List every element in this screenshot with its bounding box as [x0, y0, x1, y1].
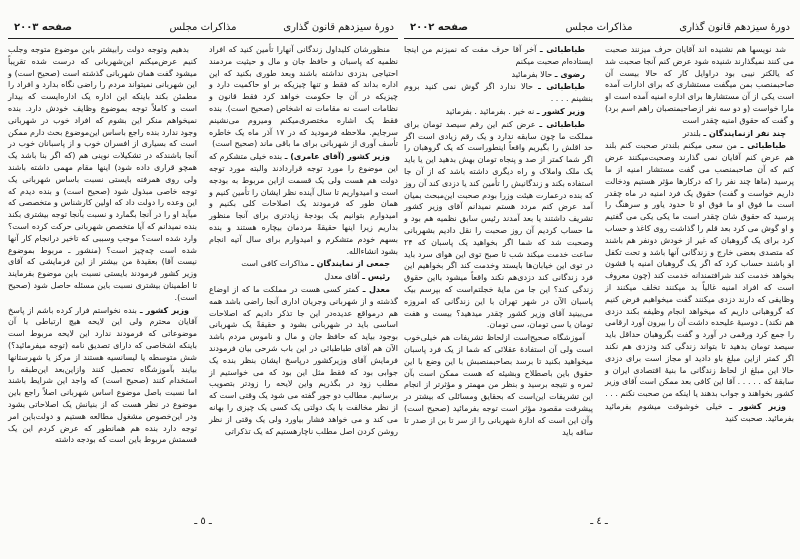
text-column-right — [605, 44, 794, 426]
paragraph — [404, 106, 593, 118]
text-column-left — [404, 44, 593, 439]
speaker-name: وزیر کشور ـ — [729, 401, 787, 411]
paragraph — [209, 151, 398, 257]
text-column-left — [8, 44, 197, 447]
text-column-right — [209, 44, 398, 438]
speaker-name: رضوی ـ — [554, 69, 585, 79]
page-header — [8, 20, 398, 39]
paragraph-text: حالا بفرمائید — [511, 69, 553, 79]
paragraph-text: بنده نخواستم فرار کرده باشم از پاسخ آقایان محترم ولی این لایحه هیچ ارتباطی با آن موضوعاتی که فرمودند ندارد این لایحه مربوط است باینکه اشخاصی که دارای تصدیق نامه (توجه میفرمائید؟) شش متوسطه یا لیسانسیه هستند از مرکز یا شهرستانها بیایند بآموزشگاه تحصیل کنند وازاین‌بعد این‌طبقه را استخدام کنند (صحیح است) که واجد این شرایط باشند اما نسبت باصل موضوع اساس شهربانی اصلاً راجع باین موضوع در نظر هست که از بنیانش یک اصلاحاتی بشود ودر این‌خصوص مشغول مطالعه هستیم و دولت‌باین امر توجه دارد بنده هم همانطور که عرض کردم این یک قسمتش مربوط باین است که بودجه داشته — [8, 305, 197, 445]
paragraph-text: آموزشگاه صحیح‌است ازلحاظ تشریفات هم خیلی‌خوب است ولی آن استفادهٔ عقلائی که شما از یک فرد پاسبان میخواهید بکنید تا برسد بصاحبمنصبش با این وضع با این حقوق باین باصطلاح وبشیئه که هست ممکن است بآن ثمره و نتیجه برسید و بنظر من مهمتر و مؤثرتر از انجام این تشریفات این‌است که بحقایق ومسائلی که بیشتر در پیشرفت مقصود مؤثر است توجه بفرمائید (صحیح است) وآن این است که ادارهٔ شهربانی را از سر تا بن از صدر تا ساقه باید — [404, 333, 593, 437]
paragraph — [605, 401, 794, 425]
paragraph-text: مذاکرات کافی است — [241, 259, 309, 269]
paragraph-text: من سعی میکنم بلندتر صحبت کنم بلند هم عرض کنم آقایان نمی گذارند وصحبت‌میکنند عرض کنم که آن صاحبمنصب می گفت مستشار امنیه از ما پرسید (ماها چند نفر را که درکارها مؤثر هستیم ودخالت داریم خواست و گفت) حقوق یک فرد امنیه در ماه چقدر است ما فوق او ما فوق او تا حدود یاور و سرهنگ را پرسید که حقوق شان چقدر است ما یکی یکی می گفتیم و او گوش می کرد بعد قلم را گذاشت روی کاغذ و حساب کرد برای یک گروهبان که غیر از خودش دونفر هم باشند که متصدی بعضی خارج و زندگانی آنها باشد و تحت تکفل او باشند حساب کرد که اگر یک گروهبان امنیه یا قشون بخواهد خدمت کند شرافتمندانه خدمت کند (چون معروف است که افراد امنیه غالباً بد میکنند تخلف میکنند از وظایفی که دارند دزدی میکنند گفت میخواهیم فرض کنیم که گروهبانی داریم که میخواهد انجام وظیفه بکند دزدی هم نکند) ـ دوسیهٔ علیحده داشت آن را بیرون آورد ارقامی را جمع کرد ورقمی در آورد و گفت بگروهبان حداقل باید سیصد تومان بدهید تا بتواند زندگی کند ودزدی هم نکند اگر کمتر ازاین مبلغ باو دادید او مجاز است برای دزدی حالا این مبلغ از لحاظ زندگانی ما بنیهٔ اقتصادی ایران و سابقهٔ که . . . . . آقا این کافی بعد ممکن است آقای وزیر کشور بخواهند و جواب بدهند یا اینکه من صحبت نکنم . . . — [605, 141, 794, 399]
page-number: صفحه ۲۰۰۳ — [14, 22, 73, 33]
page-footer-number: ـ ٥ ـ — [194, 516, 212, 527]
speaker-name: وزیر کشور ـ — [536, 106, 585, 116]
paragraph-text: منظورشان کلیداول زندگانی آنهارا تأمین کنید که افراد نظمیه که پاسبان و حافظ جان و مال و حیثیت مردمند احتیاجی بدزدی نداشته باشند وبعد طوری بکنید که این اداره بداند که فقط و تنها چیزیکه بر او حاکمیت دارد و چیزیکه در آن جا حکومت خواهد کرد فقط قانون و نظامات است نه مقامات نه اشخاص (صحیح است). بنده فقط یک اشاره مختصری‌میکنم ومیروم می‌نشینم سرجایم. ملاحظه فرمودید که در ۱۷ آذر ماه یک خاطره تأسف آوری از شهربانی برای ما باقی ماند (صحیح است) — [209, 45, 398, 149]
paragraph — [605, 140, 794, 400]
speaker-name: جمعی از نمایندگان ـ — [311, 259, 390, 269]
publication-title: مذاکرات مجلس — [169, 22, 237, 33]
page-2002 — [404, 0, 794, 540]
speaker-name: طباطبائی ـ — [740, 141, 787, 151]
paragraph — [209, 284, 398, 437]
speaker-name: وزیر کشور (آقای عامری) ـ — [284, 152, 390, 162]
speaker-name: چند نفر ازنمایندگان ـ — [703, 128, 786, 138]
paragraph — [209, 44, 398, 150]
paragraph-text: آخر آقا حرف مفت که نمیزنم من اینجا ایستاده‌ام صحبت میکنم — [404, 45, 593, 66]
paragraph — [404, 81, 593, 105]
paragraph — [209, 258, 398, 270]
session-title: دورهٔ سیزدهم قانون گذاری — [283, 22, 394, 33]
speaker-name: معدل ـ — [362, 284, 390, 294]
paragraph — [404, 332, 593, 438]
page-number: صفحه ۲۰۰۲ — [410, 22, 469, 33]
speaker-name: طباطبائی ـ — [538, 82, 585, 92]
speaker-name: وزیر کشور ـ — [139, 305, 189, 315]
paragraph — [8, 44, 197, 304]
paragraph — [605, 128, 794, 140]
paragraph-text: خیلی خوشوقت میشوم بفرمائید بفرمائید. صحبت کنید — [605, 401, 794, 423]
paragraph-text: بدهیم وتوجه دولت رابیشتر باین موضوع متوجه وجلب کنیم عرض‌میکنم این‌شهربانی که درست شده تقریباً میشود گفت همان شهربانی گذشته است (صحیح است) و این شهربانی نمیتواند مردم را راضی نگاه بدارد و افراد را مطمئن بکند باینکه این اداره یک اداره‌ایست که بیدار است و کاملاً توجه بموضوع وظایف خودش دارد. بنده نمیخواهم منکر این بشوم که افراد خوب در شهربانی وجود ندارد بنده راجع باساس این‌موضوع بحث دارم ممکن است که بسیاری از افسران خوب و از پاسبانان خوب در آنجا باشندکه در تشکیلات نوینی هم (که اگر بنا باشد یک همچو قراری داده شود) اینها مقام مهمی داشته باشند ولی روی همرفته بایستی نسبت باساس شهربانی یک توجه خاصی مبذول شود (صحیح است) و بنده دیدم که این وعده را دولت داد که اولین کارشناس و متخصصی که میآید او را در آنجا بگمارد و نسبت بآنجا توجه بیشتری بکند بنده نمیدانم که آیا متخصص شهربانی حرکت کرده است؟ وارد شده است؟ موجب وسببی که تاخیر درانجام کار آنها شده است چه‌چیز است؟ (منشور ـ مربوط بموضوع نیست آقا) بعقیدهٔ من بیشتر از این فرمایشی که آقای وزیر کشور فرمودند بایستی نسبت باین موضوع بفرمایند تا اطمینان بیشتری نسبت باین مسئله حاصل شود (صحیح است). — [8, 45, 197, 302]
paragraph — [404, 44, 593, 68]
speaker-name: طباطبائی ـ — [539, 45, 586, 54]
publication-title: مذاکرات مجلس — [565, 22, 633, 33]
paragraph-text: کمتر کسی هست در مملکت ما که از اوضاع گذشته و از شهربانی وجریان اداری آنجا راضی باشد همه هم درمواقع عدیده‌در این جا تذکر دادیم که اصلاحات اساسی باید در شهربانی بشود و حقیقةً یک شهربانی بوجود بیاید که حافظ جان و مال و ناموس مردم باشد الآن هم آقای طباطبائی در این باب شرحی بیان فرمودند فرمایش آقای وزیرکشور درپاسخ ایشان بنظر بنده یک جوابی بود که فقط مثل این بود که می خواستیم از مطلب زود در بگذریم واین لایحه را زودتر بتصویب برسانیم. مطالب دو جور گفته می شود یک وقتی است که از نظر مخالفت با یک دولتی یک کسی یک چیزی را بهانه می کند و می خواهد فشار بیاورد ولی یک وقتی از نظر روشن کردن اصل مطلب ناچارهستیم که یک تذکراتی — [209, 284, 398, 436]
speaker-name: رئیس ـ — [362, 272, 390, 282]
speaker-name: طباطبائی ـ — [539, 119, 585, 129]
paragraph — [209, 271, 398, 283]
paragraph-text: حالا ندارد اگر گوش نمی کنید بروم بنشینم . . . . — [404, 82, 593, 104]
paragraph-text: عرض کنم این رقم سیصد تومان برای مملکت ما چون سابقه ندارد و یک رقم زیادی است اگر حد اقلش را بگیریم واقعاً اینطوراست که یک گروهبان را اگر شما کمتر از صد و پنجاه تومان بهش بدهید این یا باید یک ملک واملاک و راه دیگری داشته باشد که از آن جا استفاده بکند و زندگانیش را تأمین کند یا دزدی کند آن روز که بنده درعمارت هیئت وزرا بودم صحبت این‌مبحث بمیان آمد عرض کنم مردد هستم نمیدانم آقای وزیر کشور تشریف داشتند یا بعد آمدند رئیس سابق نظمیه هم بود و ما حساب کردیم آن روز صحبت را نقل دادیم بشهربانی وصحبت شد که شما اگر بخواهید یک پاسبان که ۲۴ ساعت خدمت میکند شب تا صبح توی این هوای سرد باید در توی این خیابان‌ها بایستد وخدمت کند اگر بخواهیم این فرد زندگانی کند دزدی‌هم نکند واقعاً میشود بااین حقوق زندگی کند؟ این جا من مایهٔ خجلتم‌است که بپرسم بیک پاسبان الآن در شهر تهران با این زندگانی که امروزه می‌بینید آقای وزیر کشور چقدر میدهید؟ بیست و هفت تومان یا سی تومان، سی تومان. — [404, 119, 593, 330]
page-2003 — [8, 0, 398, 540]
paragraph-text: بلندتر — [682, 128, 701, 138]
paragraph — [404, 69, 593, 81]
paragraph — [404, 119, 593, 331]
paragraph — [605, 44, 794, 127]
paragraph-text: آقای معدل — [324, 272, 360, 282]
session-title: دورهٔ سیزدهم قانون گذاری — [679, 22, 790, 33]
paragraph-text: شد نویسها هم نشنیده اند آقایان حرف میزنند صحبت می کنند نمیگذارند شنیده شود عرض کنم آنجا صحبت شد که یالکتر نیبی بود دراوایل کار که حالا بیست آن صاحبمنصب بمن میگفت مستشاری که برای ادارات آمده است یکی از آن مستشارها برای اداره امنیه آمده است او مارا خواست (و دو سه نفر ازصاحبمنصبان راهم اسم برد) و گفت که حقوق امنیه چقدر است — [605, 45, 794, 125]
paragraph-text: نه خیر . بفرمائید . بفرمائید — [445, 106, 535, 116]
paragraph-text: بنده خیلی متشکرم که این موضوع را مورد توجه قراردادند والبته مورد توجه دولت هم هست ولی یک قسمت ازاین مربوط به بودجه است و امیدواریم تا سال آینده نظر ایشان را تأمین کنیم و همان طور که فرمودند یک اصلاحات کلی بکنیم و امیدوارم بتوانیم یک بودجهٔ زیادتری برای آنجا منظور بداریم زیرا اینها حقیقةً مردمان بیچاره هستند و بنده بسهم خودم متشکرم و امیدوارم برای سال آتیه انجام بشود انشاءالله. — [209, 152, 398, 256]
paragraph — [8, 305, 197, 447]
page-header — [404, 20, 794, 39]
page-footer-number: ـ ٤ ـ — [590, 516, 608, 527]
